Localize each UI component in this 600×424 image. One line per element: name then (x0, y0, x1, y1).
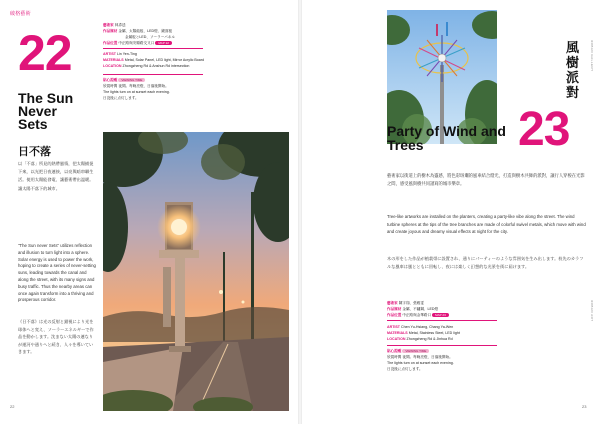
body-jp: 木の形をした作品が植栽帯に設置され、通りにパーティーのような雰囲気を生み出します。枝先のカラフルな風車は風とともに回転し、夜には楽しく幻想的な光景を街に届けます。 (387, 256, 584, 269)
info-row: 藝術家 林彥廷 (103, 23, 126, 27)
body-zh: 藝術家以街道上的樹木為靈感，將色彩斑斕的風車結合燈光，打造與樹木共舞的派對，讓行人穿梭在光影之間，感受風與樹共同譜寫的城市樂章。 (387, 173, 585, 187)
info-block-en: ARTIST Chen Yu-Hsiang, Chang Ya-Wen MATERIALS Metal, Stainless Steel, LED light LOCATION Zhongzheng Rd & Jinhua Rd (387, 325, 460, 341)
vertical-footer: URBAN ART (590, 300, 594, 322)
artwork-title-zh-vertical: 風樹派對 (566, 40, 580, 100)
photo-sun-never-sets (103, 132, 289, 411)
divider (387, 345, 497, 346)
intro-zh: 以「不落」所見的熱帶風情，把太陽捕捉下來，以光把日夜連接，以亮與暗串聯生活。使用太陽能發電、讓藝術帶出溫暖。讓太陽不落下的城市。 (18, 161, 94, 191)
artwork-title-zh: 日不落 (18, 146, 51, 158)
section-label: 破格藝術 (10, 11, 31, 17)
divider (103, 74, 203, 75)
sunset-photo-image (103, 132, 289, 411)
map-tag[interactable]: MAP 23 (432, 313, 449, 317)
artwork-number: 23 (518, 103, 570, 156)
info-row: 作品媒材 金屬、太陽能板、LED燈、鏡面板 (103, 29, 173, 33)
intro-en: "The Sun never Sets" utilizes reflection and illusion to turn light into a sphere. Solar energy is used to power the work, hoping to create a series of never-setting suns, leading towards the canal and along the street, with its many signs and busy traffic. Thus the nearby areas can once again transform into a thriving and prosperous corridor. (18, 243, 96, 303)
gutter (298, 0, 302, 424)
vertical-label: URBAN GALLERY (590, 40, 594, 72)
info-block-en: ARTIST Lin Yen-Ting MATERIALS Metal, Solar Panel, LED light, Mirror Acrylic Board LOCATION Zhongzheng Rd & Anshun Rd intersection (103, 52, 204, 68)
info-block-zh (103, 22, 283, 46)
intro-jp: 《日不落》は光の反射と錯視により光を球体へと変え、ソーラーエネルギーで作品を動かします。沈まない太陽の連なりが運河や通りへと続き、人々を導いていきます。 (18, 319, 94, 355)
page-number: 23 (582, 404, 587, 409)
artwork-title-en: Party of Wind and Trees (387, 123, 506, 153)
tips-block: 貼心提醒 VIEWING TIME 欣賞時間 夜間。每晚亮燈，日落後開始。 The lights turn on at sunset each evening. 日没後に点灯します。 (387, 349, 454, 371)
body-en: Tree-like artworks are installed on the planters, creating a party-like vibe along the street. The wind turbine spheres at the tips of the tree branches are made of colorful swivel metals, which move with wind and create joyous and dreamy visual effects at night for the city. (387, 214, 586, 235)
page-number: 22 (10, 404, 15, 409)
artwork-number: 22 (18, 25, 72, 81)
map-tag[interactable]: MAP 22 (155, 41, 172, 45)
info-row: 金属板とLED、ソーラーパネル (125, 35, 175, 39)
tips-block: 貼心提醒 VIEWING TIME 欣賞時間 夜間。每晚亮燈，日落後開始。 The lights turn on at sunset each evening. 日没後に点灯します。 (103, 78, 170, 100)
divider (387, 320, 497, 321)
divider (103, 48, 203, 49)
artwork-title-en: The Sun Never Sets (18, 90, 74, 132)
info-block-zh: 藝術家 陳宇翔、張雅雯 作品媒材 金屬、不鏽鋼、LED燈 作品位置 中正路與金華路口 MAP 23 (387, 300, 587, 318)
info-row: 作品位置 中正路與安順路交叉口 MAP 22 (103, 40, 283, 46)
